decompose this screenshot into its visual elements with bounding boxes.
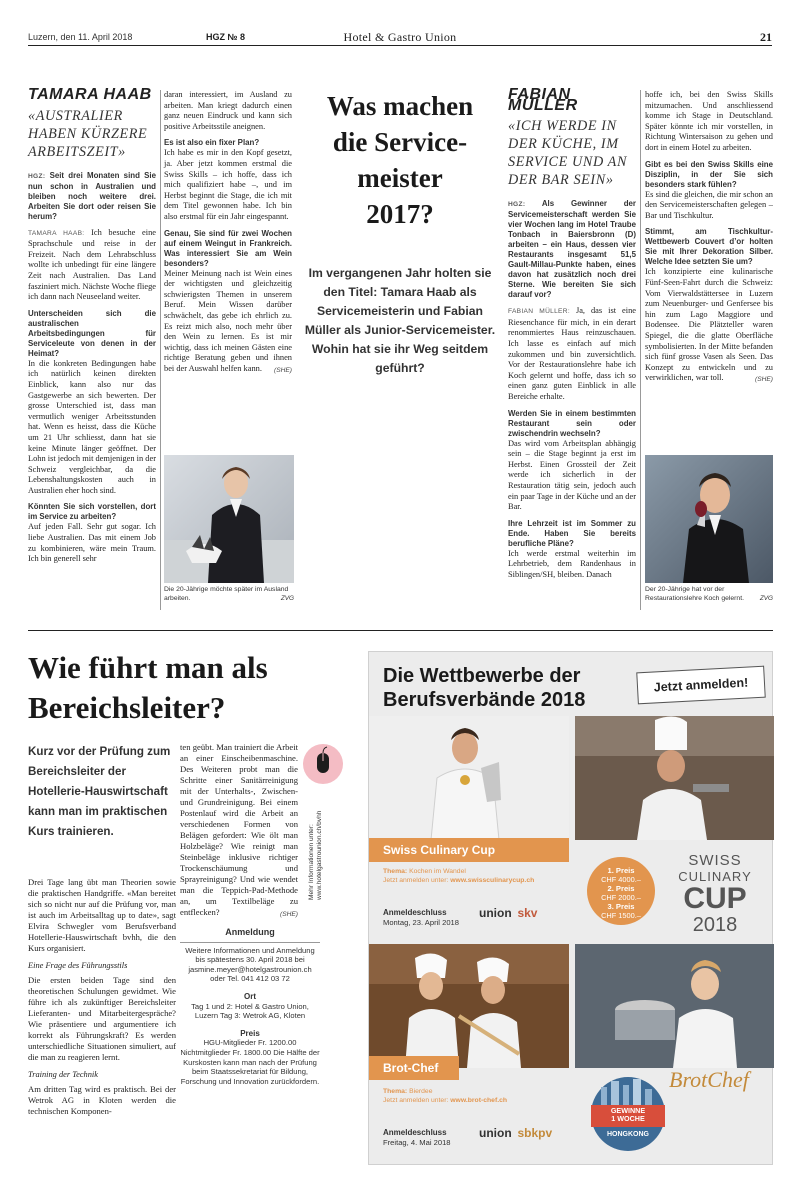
fabian-answer-1	[508, 306, 636, 402]
brot-deadline-label: Anmeldeschluss	[383, 1128, 447, 1137]
cup-banner: Swiss Culinary Cup	[369, 838, 569, 862]
brot-bakers-image	[369, 944, 569, 1068]
info-title-rule	[180, 942, 320, 943]
fabian-col1	[508, 86, 636, 610]
cup-deadline-label: Anmeldeschluss	[383, 908, 447, 917]
fabian-question-1	[508, 199, 636, 300]
article2-col2-text	[180, 742, 298, 918]
ad-title-line: Berufsverbände 2018	[383, 689, 586, 711]
tamara-answer-3-cont: daran interessiert, im Ausland zu arbeiten. Man kriegt dadurch einen ganz neuen Eindruck und kann sich positive Arbeitsstile aneignen.	[164, 90, 292, 131]
cup-logo-year: 2018	[692, 914, 738, 936]
tamara-pull-quote: «AUSTRALIER HABEN KÜRZERE ARBEITSZEIT»	[28, 107, 148, 160]
article1-title-line: Was machen	[326, 91, 474, 121]
brot-org-union: union	[479, 1126, 512, 1140]
cup-org-logos	[479, 906, 579, 920]
tamara-col2	[164, 90, 292, 435]
tamara-photo-credit: ZVG	[280, 594, 294, 602]
fabian-col2	[645, 90, 773, 435]
fabian-answer-3: Ich werde erstmal weiterhin im Lehrbetrieb, dem Randenhaus in Siblingen/SH, bleiben. Danach	[508, 548, 636, 579]
cup-theme-text: Kochen im Wandel	[409, 868, 466, 875]
tamara-photo-image	[164, 455, 294, 583]
tamara-answer-4: Ich habe es mir in den Kopf gesetzt, ja. Aber jetzt kommen erstmal die Swiss Skills – ich hoffe, dass ich mich qualifiziert habe –, und im Herbst beginnt die Stage, die ich mit dem Titel gewonnen habe. Ich bin also erstmal für ein Jahr eingespannt.	[164, 148, 292, 221]
info-preis: HGU-Mitglieder Fr. 1200.00 Nichtmitglieder Fr. 1800.00 Die Hälfte der Kurskosten kann man nach der Prüfung beim Staatssekretariat für Bildung, Forschung und Innovation zurückfordern.	[180, 1038, 320, 1086]
brot-chef-logo: BrotChef	[669, 1067, 749, 1092]
fabian-question-2: Werden Sie in einem bestimmten Restaurant sein oder zwischendrin wechseln?	[508, 408, 636, 438]
header-page-number: 21	[760, 30, 772, 44]
tamara-question-3: Könnten Sie sich vorstellen, dort im Service zu arbeiten?	[28, 502, 156, 522]
article2-col2-body: ten geübt. Man trainiert die Arbeit an einer Einscheibenmaschine. Des Weiteren probt man die Schritte einer Sanitärreinigung mit der Unterhalts-, Zwischen- und Grundreinigung. Bei einem Postenlauf wird die Arbeit an verschiedenen Formen von Belägen gefordert: Wie ölt man Holzbeläge? Wie reinigt man Steinbeläge inklusive richtiger Trockenschäumung und Sprayreinigung? Und wie wendet man die Teppich-Pad-Methode an, um Textilbeläge zu entflecken?	[180, 742, 298, 917]
brot-register-url[interactable]: www.brot-chef.ch	[450, 1096, 508, 1104]
fabian-speaker: FABIAN MÜLLER:	[508, 308, 570, 316]
article1-title-line: 2017?	[366, 199, 434, 229]
tamara-a1-text: Ich besuche eine Sprachschule und reise in der Freizeit. Nach dem Lehrabschluss wollte ich unbedingt für eine längere Zeit nach Australien. Das Land fasziniert mich. Nächste Woche fliege ich dann nach Neuseeland weiter.	[28, 227, 156, 302]
brot-photo-bakers	[369, 944, 569, 1068]
author-sign: (SHE)	[755, 376, 773, 384]
register-now-button[interactable]: Jetzt anmelden!	[636, 666, 765, 705]
article2-subheading-1: Eine Frage des Führungsstils	[28, 961, 128, 970]
fabian-answer-2: Das wird vom Arbeitsplan abhängig sein – die Stage beginnt ja erst im Herbst. Einen Grossteil der Zeit werde ich sicherlich in der Restauration tätig sein, jedoch auch ein paar Tage in der Küche und an der Bar.	[508, 438, 636, 512]
cup-logo-cup: CUP	[683, 882, 747, 915]
prize2-value: CHF 2000.–	[601, 893, 641, 902]
swiss-culinary-cup-logo	[665, 852, 765, 936]
prize1-value: CHF 4000.–	[601, 875, 641, 884]
fabian-name: FABIAN MÜLLER	[508, 86, 578, 114]
computer-mouse-icon	[303, 744, 343, 784]
hk-line-1: GEWINNE	[610, 1106, 646, 1115]
brot-photo-baker	[575, 944, 774, 1068]
tamara-question-2: Unterscheiden sich die australischen Arbeitsbedingungen für Serviceleute von denen in der Heimat?	[28, 308, 156, 358]
tamara-photo	[164, 455, 294, 583]
tamara-caption	[164, 586, 294, 603]
fabian-photo-image	[645, 455, 773, 583]
cup-photo-chef	[575, 716, 774, 840]
hongkong-prize-badge	[591, 1077, 665, 1151]
fabian-photo-credit: ZVG	[759, 594, 773, 602]
fabian-photo	[645, 455, 773, 583]
fabian-a5-text: Ich konzipierte eine kulinarische Fünf-Seen-Fahrt durch die Schweiz: Vom Vierwaldstättersee in Luzern zum Neuenburger- und Genfersee bis hin zum Lago Maggiore und Bodensee. Die Plätzteller waren Spiegel, die die glatte Oberfläche symbolisierten. In der Mitte befanden sich fünf grosse Vasen als Seen. Das Konzept zu entwickeln und zu verwirklichen, war toll.	[645, 267, 773, 383]
hk-line-2: 1 WOCHE	[611, 1113, 645, 1123]
column-divider	[640, 90, 641, 610]
article2-lead: Kurz vor der Prüfung zum Bereichsleiter der Hotellerie-Hauswirtschaft kann man im praktischen Kurs trainieren.	[28, 745, 171, 838]
info-title: Anmeldung	[225, 927, 275, 937]
ad-title	[383, 664, 585, 712]
author-sign: (SHE)	[280, 911, 298, 918]
fabian-caption	[645, 586, 773, 603]
tamara-answer-2: In die konkreten Bedingungen habe ich natürlich keinen direkten Einblick, kann also nur das Gastgewerbe an sich bewerten. Der grosse Unterschied ist, dass man vermutlich weniger Arbeitsstunden hat. Wenn es heisst, dass die Küche um 21 Uhr schliesst, dann hat sie keine Minute länger geöffnet. Der Lohn ist jedoch mit demjenigen in der Schweiz vergleichbar, da die Lebenshaltungskosten auch in Australien eher hoch sind.	[28, 358, 156, 495]
section-divider	[28, 630, 773, 631]
article2-p3: Am dritten Tag wird es praktisch. Bei der Wetrok AG in Kloten werden die technischen Komponen-	[28, 1084, 176, 1116]
brot-register-label: Jetzt anmelden unter:	[383, 1096, 449, 1104]
cup-photo-winner	[369, 716, 569, 840]
fabian-question-3: Ihre Lehrzeit ist im Sommer zu Ende. Haben Sie bereits berufliche Pläne?	[508, 518, 636, 548]
cup-register-label: Jetzt anmelden unter:	[383, 876, 449, 884]
fabian-a1-text: Ja, das ist eine Riesenchance für mich, in ein derart renommiertes Haus reinzuschauen. Ich lasse es einfach auf mich zukommen und bin zuversichtlich. Vor der Restaurationslehre habe ich Koch gelernt und hoffe, dass ich so einen ganz guten Einblick in alle Bereiche erhalte.	[508, 306, 636, 401]
cup-prize-badge	[587, 857, 655, 925]
brot-baker-image	[575, 944, 774, 1068]
hgz-speaker: HGZ:	[508, 201, 526, 209]
fabian-pull-quote: «ICH WERDE IN DER KÜCHE, IM SERVICE UND AN DER BAR SEIN»	[508, 118, 628, 189]
fabian-question-4: Gibt es bei den Swiss Skills eine Disziplin, in der Sie sich besonders stark fühlen?	[645, 159, 773, 189]
hgz-speaker: HGZ:	[28, 172, 46, 180]
header-publication: Hotel & Gastro Union	[343, 30, 457, 44]
article2-col1	[28, 877, 176, 1167]
article1-title-line: meister	[357, 163, 443, 193]
registration-info-box	[180, 928, 320, 1086]
cup-theme-label: Thema:	[383, 868, 408, 875]
article2-subheading-2: Training der Technik	[28, 1070, 98, 1079]
brot-deadline	[383, 1128, 451, 1147]
tamara-name: TAMARA HAAB	[28, 86, 152, 103]
cup-chef-image	[575, 716, 774, 840]
brot-deadline-date: Freitag, 4. Mai 2018	[383, 1137, 451, 1147]
prize3-value: CHF 1500.–	[601, 911, 641, 920]
brot-theme-label: Thema:	[383, 1088, 408, 1095]
prize2-label: 2. Preis	[607, 884, 635, 893]
brot-banner: Brot-Chef	[369, 1056, 459, 1080]
tamara-answer-3: Auf jeden Fall. Sehr gut sogar. Ich liebe Australien. Das mit einem Job zu kombinieren, wäre mein Traum. Ich bin generell sehr	[28, 522, 156, 564]
column-divider	[160, 90, 161, 610]
brot-org-sbkpv: sbkpv	[517, 1126, 553, 1140]
info-preis-heading: Preis	[240, 1028, 260, 1038]
ad-title-line: Die Wettbewerbe der	[383, 665, 581, 687]
fabian-answer-5	[645, 267, 773, 384]
fabian-answer-4: Es sind die gleichen, die mir schon an den Servicemeisterschaften gelegen – Bar und Tischkultur.	[645, 189, 773, 220]
fabian-question-5: Stimmt, am Tischkultur-Wettbewerb Couvert d’or holten Sie mit Ihrer Dekoration Silber. Welche Idee setzten Sie um?	[645, 227, 773, 267]
info-text: Weitere Informationen und Anmeldung bis spätestens 30. April 2018 bei jasmine.meyer@hotelgastrounion.ch oder Tel. 041 412 03 72	[185, 945, 315, 984]
header-issue: HGZ № 8	[206, 32, 246, 42]
cup-org-union: union	[479, 906, 512, 920]
cup-theme	[383, 868, 583, 885]
tamara-answer-5	[164, 269, 292, 375]
tamara-caption-text: Die 20-Jährige möchte später im Ausland arbeiten.	[164, 586, 289, 602]
competition-ad	[368, 651, 773, 1165]
prize3-label: 3. Preis	[607, 902, 635, 911]
cup-deadline-date: Montag, 23. April 2018	[383, 917, 459, 927]
cup-logo-top: SWISS	[688, 852, 742, 869]
cup-deadline	[383, 908, 459, 927]
tamara-q1-text: Seit drei Monaten sind Sie nun schon in Australien und bleiben noch weitere drei. Arbeiten Sie dort oder reisen Sie herum?	[28, 170, 156, 221]
info-ort: Tag 1 und 2: Hotel & Gastro Union, Luzern Tag 3: Wetrok AG, Kloten	[191, 1001, 309, 1021]
article2-p1: Drei Tage lang übt man Theorien sowie die praktischen Handgriffe. «Man bereitet sich so nicht nur auf die Prüfung vor, man ist auch im Arbeitsalltag up to date», sagt Elvira Schwegler vom Berufsverband Hotellerie-Hauswirtschaft bvhh, die den Kurs organisiert.	[28, 877, 176, 953]
article2-title-line: Wie führt man als	[28, 650, 268, 685]
tamara-a5-text: Meiner Meinung nach ist Wein eines der wichtigsten und gleichzeitig schwierigsten Themen in unserem Beruf. Mein Wissen darüber schwächelt, das gebe ich ehrlich zu. Es reizt mich also, noch mehr über den Wein zu lernen. Es ist mir wichtig, dass ich meinen Gästen eine richtige Beratung geben und ihnen bei der Auswahl helfen kann.	[164, 268, 292, 373]
side-note-link[interactable]: Mehr Informationen unter: www.hotelgastrounion.ch/bvhh	[308, 810, 323, 900]
cup-org-skv: skv	[517, 906, 538, 920]
article1-title-line: die Service-	[332, 127, 468, 157]
fabian-caption-text: Der 20-Jährige hat vor der Restaurationslehre Koch gelernt.	[645, 586, 744, 602]
info-ort-heading: Ort	[244, 991, 256, 1001]
page-header	[28, 30, 772, 46]
fabian-q1-text: Als Gewinner der Servicemeisterschaft werden Sie vier Wochen lang im Hotel Traube Tonbach in Baiersbronn (D) arbeiten – ein Haus, dessen vier Restaurants insgesamt 51,5 Gault-Millau-Punkte haben, eines davon hat zusätzlich noch drei Sterne. Wie bereiten Sie sich darauf vor?	[508, 199, 636, 300]
cup-logo-mid: CULINARY	[678, 869, 752, 884]
article1-intro: Im vergangenen Jahr holten sie den Titel: Tamara Haab als Servicemeisterin und Fabian Müller als Junior-Servicemeister. Wohin hat sie ihr Weg seitdem geführt?	[304, 266, 496, 375]
brot-theme	[383, 1088, 583, 1105]
prize1-label: 1. Preis	[607, 866, 635, 875]
brot-theme-text: Bierdee	[409, 1088, 433, 1095]
tamara-question-5: Genau, Sie sind für zwei Wochen auf einem Weingut in Frankreich. Was interessiert Sie am Wein besonders?	[164, 228, 292, 268]
tamara-col1	[28, 86, 156, 610]
tamara-speaker: TAMARA HAAB:	[28, 229, 85, 237]
hk-line-3: HONGKONG	[607, 1131, 649, 1138]
hongkong-banner	[591, 1105, 665, 1127]
article1-title	[300, 88, 500, 232]
article2-title	[28, 648, 318, 728]
article2-col2	[180, 742, 298, 918]
tamara-question-4: Es ist also ein fixer Plan?	[164, 138, 260, 148]
cup-register-url[interactable]: www.swissculinarycup.ch	[450, 876, 535, 884]
tamara-question-1	[28, 171, 156, 222]
header-location-date: Luzern, den 11. April 2018	[28, 32, 133, 42]
tamara-answer-1	[28, 228, 156, 303]
article2-title-line: Bereichsleiter?	[28, 690, 226, 725]
brot-org-logos	[479, 1126, 579, 1140]
article2-p2: Die ersten beiden Tage sind den theoretischen Schulungen gewidmet. Wie führe ich als zukünftiger Bereichsleiter Lieferanten- und Mitarbeitergespräche? Wie präsentiere und argumentiere ich korrekt als Führungskraft? Es werden unterschiedliche Situationen simuliert, auf die man zu reagieren lernt.	[28, 975, 176, 1062]
author-sign: (SHE)	[274, 366, 292, 374]
fabian-answer-3-cont: hoffe ich, bei den Swiss Skills mitzumachen. Und anschliessend komme ich Stage in Deutschland. Später könnte ich mir vorstellen, in Richtung Wintersaison zu gehen und dort in einem Hotel zu arbeiten.	[645, 90, 773, 152]
cup-winner-image	[369, 716, 569, 840]
mouse-badge	[303, 744, 343, 784]
